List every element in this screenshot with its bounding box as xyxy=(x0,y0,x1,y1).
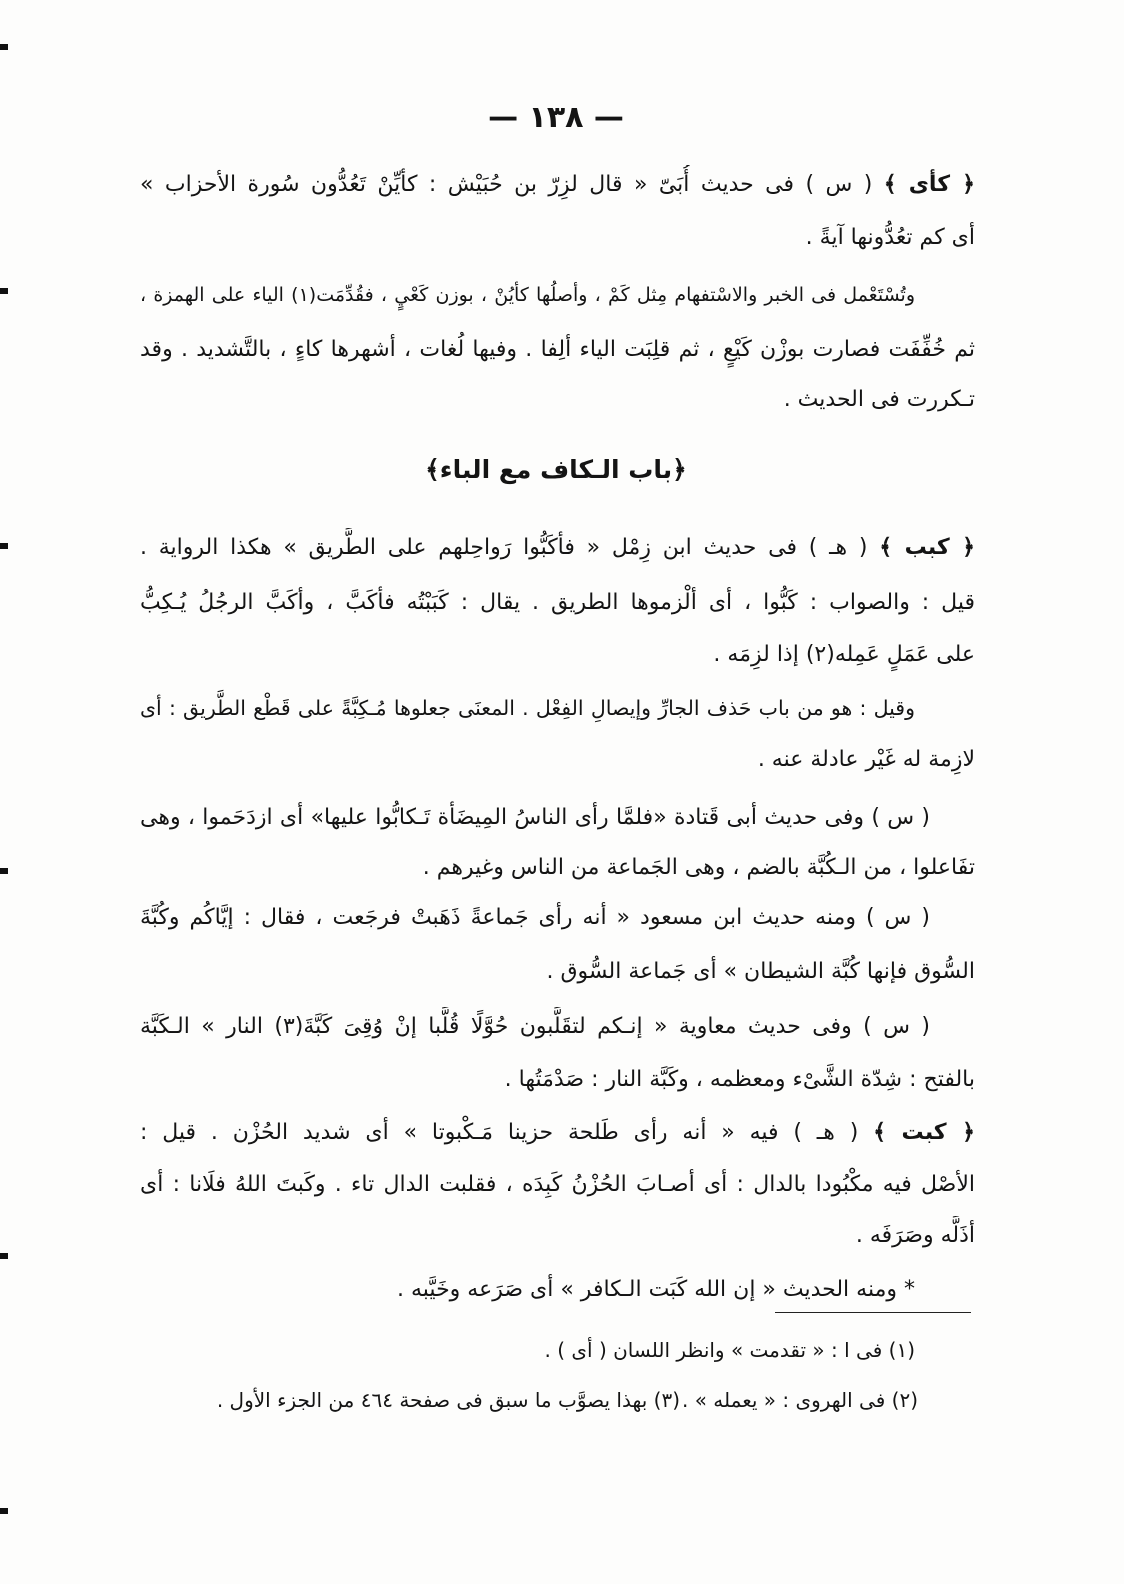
line-text: فيه « أنه رأى طَلحة حزينا مَـكْبوتا » أى شديد الحُزْن . قيل : xyxy=(140,1120,779,1145)
line-text: فى حديث ابن زِمْل « فأكَبُّوا رَواحِلهم على الطَّريق » هكذا الرواية . xyxy=(140,535,797,560)
text-line: لازِمة له غَيْر عادلة عنه . xyxy=(757,747,975,772)
scan-mark xyxy=(0,543,8,549)
text-line: وقيل : هو من باب حَذف الجارِّ وإيصالِ الفِعْل . المعنَى جعلوها مُـكِبَّةً على قَطْع الطَّريق : أى xyxy=(140,696,915,720)
text-line: بالفتح : شِدّة الشَّىْء ومعظمه ، وكَبَّة النار : صَدْمَتُها . xyxy=(504,1067,975,1092)
line-text: وفى حديث معاوية « إنـكم لتقَلَّبون حُوَّلًا قُلَّبا إنْ وُقِىَ كَبَّةَ(٣) النار » الـكَبَّة xyxy=(140,1014,852,1039)
source-marker: ( هـ ) xyxy=(808,535,868,560)
text-line: الأصْل فيه مكْبُودا بالدال : أى أصـابَ الحُزْنُ كَبِدَه ، فقلبت الدال تاء . وكَبتَ اللهُ فلَانا : أى xyxy=(140,1172,975,1197)
text-line xyxy=(140,165,975,205)
text-line xyxy=(140,1007,930,1047)
entry-headword: ﴿ كبت ﴾ xyxy=(873,1120,975,1145)
scan-mark xyxy=(0,1253,8,1259)
text-line xyxy=(140,898,930,938)
footnote: (٣) بهذا يصوَّب ما سبق فى صفحة ٤٦٤ من الجزء الأول . xyxy=(216,1388,680,1412)
line-text: فى حديث أُبَىّ « قال لزِرّ بن حُبَيْش : كأيِّنْ تَعُدُّون سُورة الأحزاب » xyxy=(140,172,795,197)
page-number: — ١٣٨ — xyxy=(488,100,624,135)
text-line: تفَاعلوا ، من الـكُبَّة بالضم ، وهى الجَماعة من الناس وغيرهم . xyxy=(422,855,975,880)
scan-mark xyxy=(0,288,8,294)
footnote-rule xyxy=(775,1312,971,1313)
text-line: ثم خُفِّفَت فصارت بوزْن كَيْعٍ ، ثم قلِبَت الياء ألِفا . وفيها لُغات ، أشهرها كاءٍ ، بالتَّشديد . وقد xyxy=(140,337,975,362)
scan-mark xyxy=(0,1508,8,1514)
entry-headword: ﴿ كأى ﴾ xyxy=(883,172,975,197)
source-marker: ( س ) xyxy=(865,905,930,930)
text-line: * ومنه الحديث « إن الله كَبَت الـكافر » أى صَرَعه وخَيَّبه . xyxy=(397,1277,915,1302)
entry-headword: ﴿ كبب ﴾ xyxy=(879,535,975,560)
footnote: (٢) فى الهروى : « يعمله » . xyxy=(681,1388,918,1412)
text-line: أذَلَّه وصَرَفَه . xyxy=(855,1223,975,1248)
text-line: تـكررت فى الحديث . xyxy=(783,387,975,412)
source-marker: ( هـ ) xyxy=(793,1120,859,1145)
source-marker: ( س ) xyxy=(863,1014,930,1039)
source-marker: ( س ) xyxy=(871,805,930,830)
text-line: أى كم تعُدُّونها آيةً . xyxy=(805,225,975,250)
text-line: على عَمَلٍ عَمِله(٢) إذا لزِمَه . xyxy=(713,642,975,667)
text-line: قيل : والصواب : كَبُّوا ، أى ألْزموها الطريق . يقال : كَبَبْتُه فأكَبَّ ، وأكَبَّ الرجُلُ يُـكِبُّ xyxy=(140,590,975,615)
line-text: ومنه حديث ابن مسعود « أنه رأى جَماعةً ذَهَبتْ فرجَعت ، فقال : إيَّاكُم وكُبَّةَ xyxy=(140,905,856,930)
footnote: (١) فى ا : « تقدمت » وانظر اللسان ( أى ) . xyxy=(544,1338,915,1362)
text-line xyxy=(140,798,930,838)
scan-mark xyxy=(0,868,8,874)
line-text: وفى حديث أبى قَتادة «فلمَّا رأى الناسُ المِيضَأة تَـكابُّوا عليها» أى ازدَحَموا ، وهى xyxy=(140,805,865,830)
scan-mark xyxy=(0,44,8,50)
section-heading: ﴿باب الـكاف مع الباء﴾ xyxy=(425,455,687,484)
source-marker: ( س ) xyxy=(805,172,873,197)
text-line xyxy=(140,1113,975,1153)
text-line xyxy=(140,528,975,568)
text-line: وتُسْتَعْمل فى الخبر والاسْتفهام مِثل كَمْ ، وأصلُها كأيُنْ ، بوزن كَعْيٍ ، فقُدِّمَت(١) الياء على الهمزة ، xyxy=(140,284,915,306)
text-line: السُّوق فإنها كُبَّة الشيطان » أى جَماعة السُّوق . xyxy=(546,959,975,984)
